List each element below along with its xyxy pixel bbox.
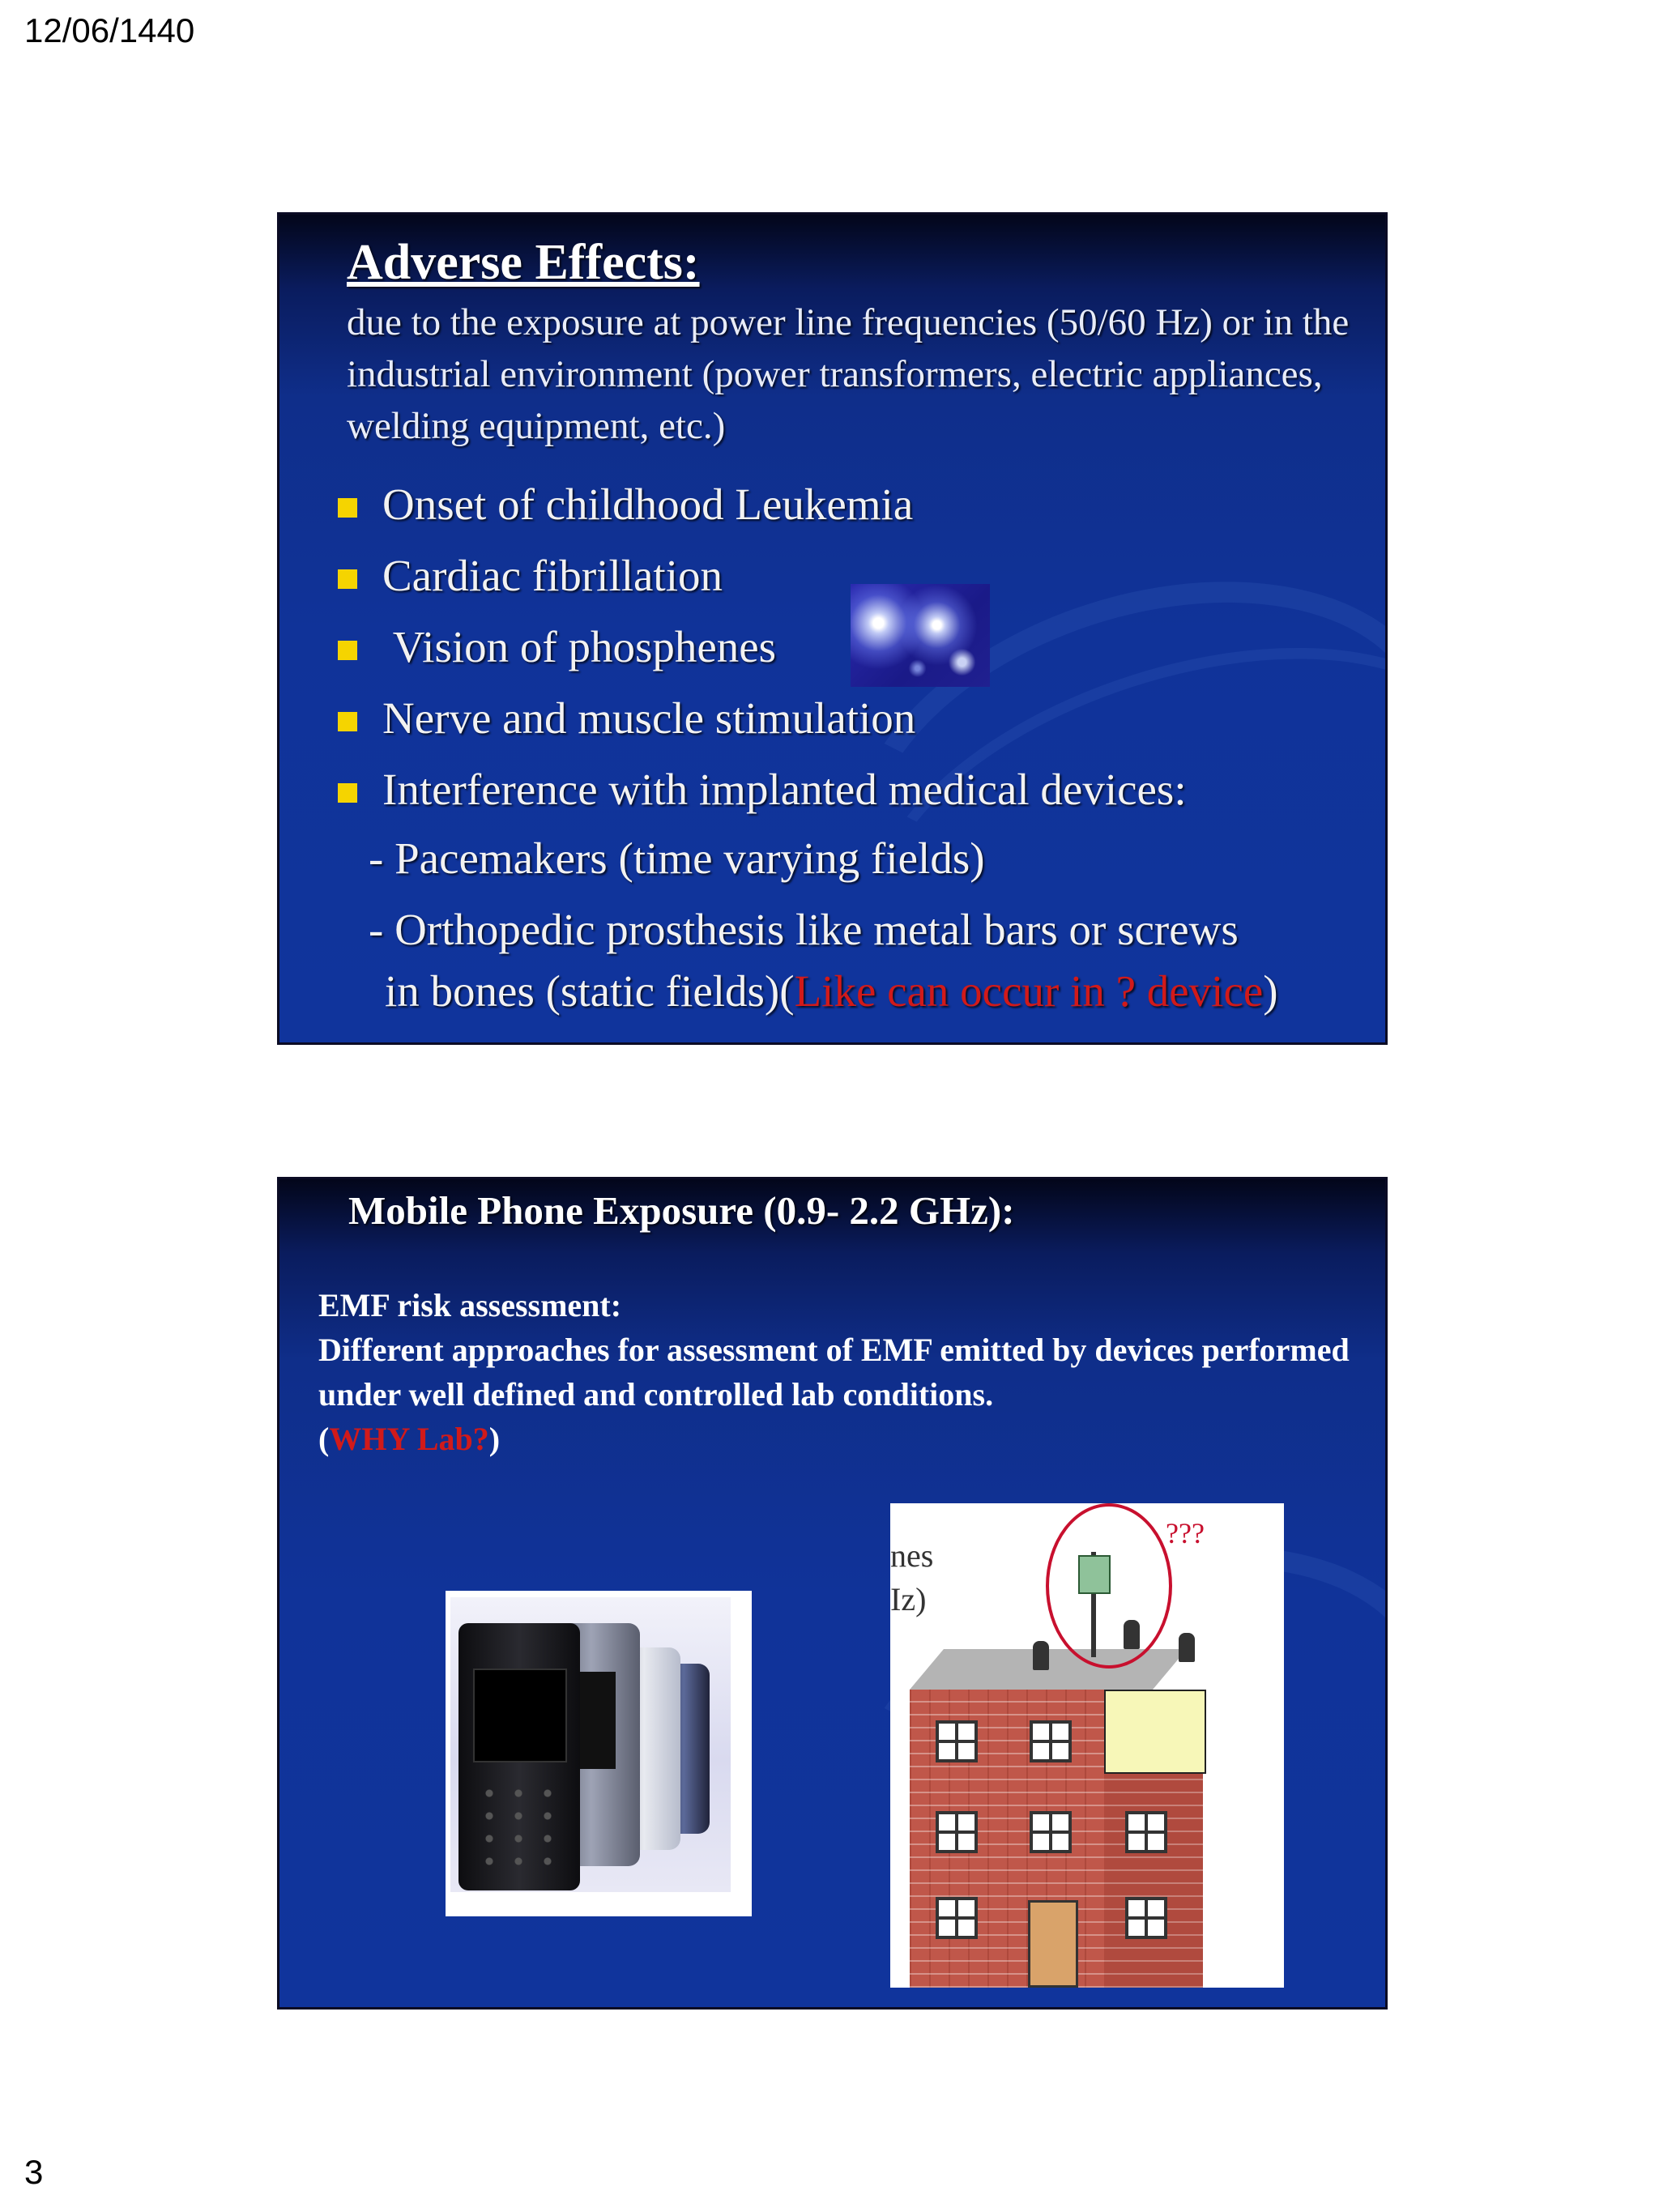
bullet-item: [338, 757, 1375, 829]
page-number: 3: [24, 2153, 44, 2191]
slide-title: Adverse Effects:: [347, 235, 700, 290]
window-icon: [936, 1897, 978, 1939]
window-icon: [936, 1811, 978, 1853]
bullet-text: Onset of childhood Leukemia: [382, 479, 914, 529]
bullet-text: Vision of phosphenes: [382, 622, 777, 671]
highlight-text: Like can occur in ? device: [794, 966, 1264, 1016]
bullet-item: [338, 472, 1375, 543]
slide-title: Mobile Phone Exposure (0.9- 2.2 GHz):: [348, 1188, 1015, 1233]
door-icon: [1028, 1900, 1078, 1988]
highlight-circle: [1046, 1503, 1172, 1669]
phosphenes-image: [851, 584, 990, 687]
room-cutaway: [1104, 1690, 1206, 1774]
body-line: EMF risk assessment:: [318, 1287, 622, 1323]
building-antenna-image: [890, 1503, 1284, 1988]
body-line: Different approaches for assessment of EMF emitted by devices performed under well defined and controlled lab conditions.: [318, 1332, 1350, 1413]
person-icon: [1033, 1641, 1049, 1670]
sub-item-continuation: [338, 961, 1375, 1033]
slide-subtitle: due to the exposure at power line frequencies (50/60 Hz) or in the industrial environment (power transformers, electric appliances, welding equipment, etc.): [347, 301, 1350, 447]
person-icon: [1179, 1633, 1195, 1662]
highlight-text: WHY Lab?: [329, 1421, 489, 1457]
image-text-fragment: nes Iz): [890, 1537, 934, 1617]
continuation-end: ): [1263, 966, 1278, 1016]
bullet-square-icon: [338, 783, 357, 803]
mobile-phones-image: [446, 1591, 752, 1916]
bullet-square-icon: [338, 641, 357, 660]
window-icon: [1030, 1720, 1072, 1762]
window-icon: [1125, 1811, 1167, 1853]
window-icon: [1030, 1811, 1072, 1853]
sub-item: - Pacemakers (time varying fields): [369, 833, 985, 883]
bullet-item: [338, 686, 1375, 757]
header-date: 12/06/1440: [24, 11, 195, 49]
bullet-square-icon: [338, 498, 357, 518]
bullet-square-icon: [338, 569, 357, 589]
paren-open: (: [318, 1421, 330, 1457]
slide-adverse-effects: [277, 212, 1388, 1045]
bullet-square-icon: [338, 712, 357, 731]
slide-body: [318, 1283, 1363, 1461]
bullet-text: Nerve and muscle stimulation: [382, 693, 916, 743]
bullet-list: [338, 472, 1375, 1033]
bullet-text: Cardiac fibrillation: [382, 551, 723, 600]
sub-item: - Orthopedic prosthesis like metal bars or screws: [369, 905, 1239, 954]
paren-close: ): [488, 1421, 501, 1457]
phone-icon: [458, 1623, 580, 1890]
image-annotation: ???: [1166, 1517, 1205, 1549]
slide-mobile-phone-exposure: [277, 1177, 1388, 2010]
continuation-text: in bones (static fields)(: [385, 966, 795, 1016]
bullet-text: Interference with implanted medical devices:: [382, 765, 1187, 814]
body-line: [318, 1417, 1363, 1461]
window-icon: [1125, 1897, 1167, 1939]
window-icon: [936, 1720, 978, 1762]
